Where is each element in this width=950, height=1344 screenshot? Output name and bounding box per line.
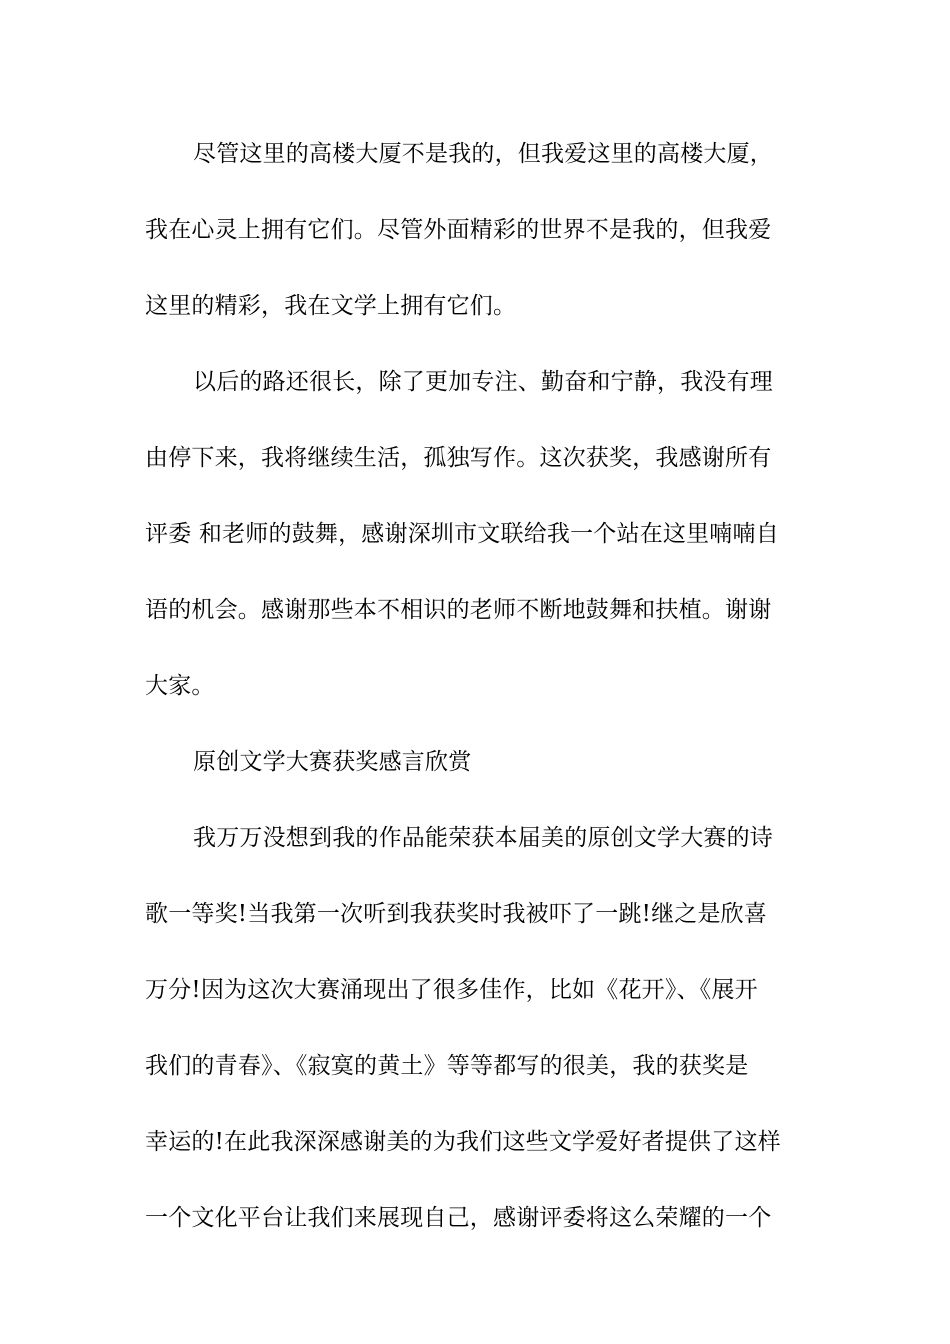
text-line: 尽管这里的高楼大厦不是我的，但我爱这里的高楼大厦，	[193, 141, 773, 167]
text-line: 由停下来，我将继续生活，孤独写作。这次获奖，我感谢所有	[145, 445, 772, 471]
section-title: 原创文学大赛获奖感言欣赏	[193, 749, 472, 775]
text-line: 幸运的!在此我深深感谢美的为我们这些文学爱好者提供了这样	[145, 1129, 781, 1155]
text-line: 万分!因为这次大赛涌现出了很多佳作，比如《花开》、《展开	[145, 977, 758, 1003]
text-line: 歌一等奖!当我第一次听到我获奖时我被吓了一跳!继之是欣喜	[145, 901, 768, 927]
text-line: 大家。	[145, 673, 215, 699]
text-line: 我们的青春》、《寂寞的黄土》等等都写的很美，我的获奖是	[145, 1053, 749, 1079]
text-line: 这里的精彩，我在文学上拥有它们。	[145, 293, 517, 319]
document-body	[145, 116, 810, 1256]
text-line: 语的机会。感谢那些本不相识的老师不断地鼓舞和扶植。谢谢	[145, 597, 772, 623]
text-line: 评委 和老师的鼓舞，感谢深圳市文联给我一个站在这里喃喃自	[145, 521, 779, 547]
text-line: 以后的路还很长，除了更加专注、勤奋和宁静，我没有理	[193, 369, 773, 395]
text-line: 我在心灵上拥有它们。尽管外面精彩的世界不是我的，但我爱	[145, 217, 772, 243]
text-line: 一个文化平台让我们来展现自己，感谢评委将这么荣耀的一个	[145, 1205, 772, 1231]
text-line: 我万万没想到我的作品能荣获本届美的原创文学大赛的诗	[193, 825, 773, 851]
